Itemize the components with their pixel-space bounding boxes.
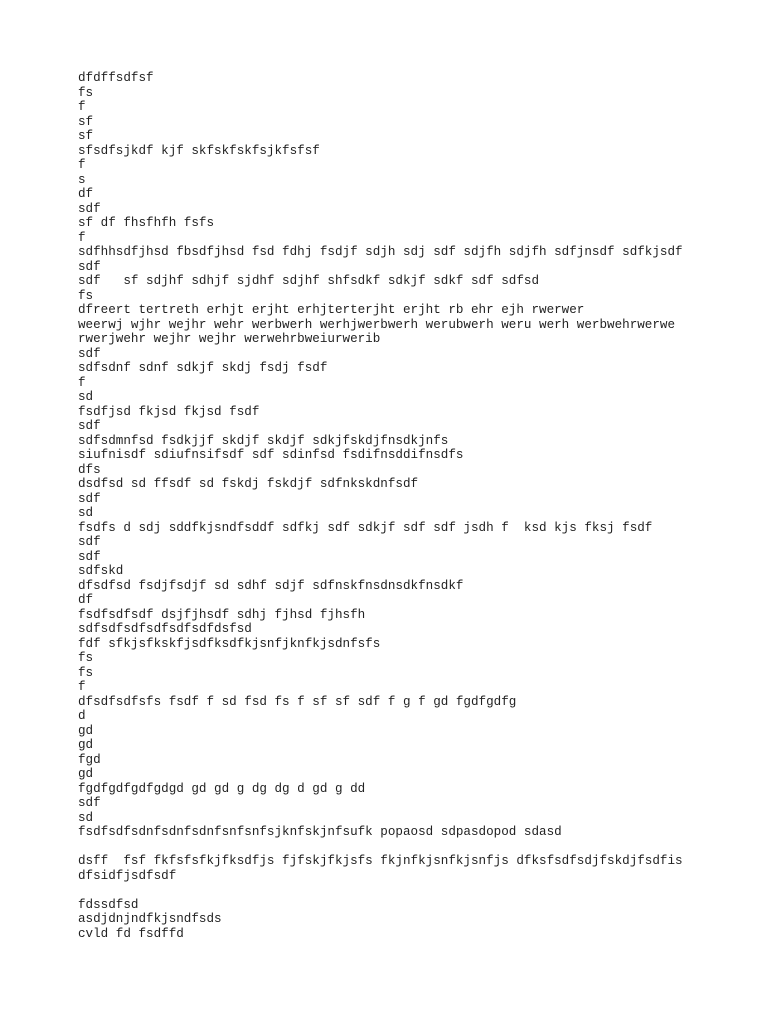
- text-line: fsdfsdfsdnfsdnfsdnfsnfsnfsjknfskjnfsufk popaosd sdpasdopod sdasd: [78, 825, 562, 839]
- text-line: fsdfsdfsdf dsjfjhsdf sdhj fjhsd fjhsfh: [78, 607, 366, 622]
- text-line: gd: [78, 767, 94, 781]
- text-line: dfsidfjsdfsdf: [78, 868, 177, 883]
- text-line: fgdfgdfgdfgdgd gd gd g dg dg d gd g dd: [78, 781, 366, 796]
- text-line: df: [78, 593, 94, 607]
- text-line: sdf: [78, 535, 101, 549]
- text-line: sdf: [78, 259, 101, 274]
- text-line: asdjdnjndfkjsndfsds: [78, 912, 222, 926]
- text-line: sdf: [78, 201, 101, 216]
- text-line: [78, 883, 758, 898]
- text-line: [78, 840, 758, 855]
- text-line: sdfskd: [78, 564, 124, 578]
- text-line: sf: [78, 114, 94, 129]
- text-line: dfsdfsdfsfs fsdf f sd fsd fs f sf sf sdf f g f gd fgdfgdfg: [78, 694, 517, 709]
- text-line: dfreert tertreth erhjt erjht erhjterterjht erjht rb ehr ejh rwerwer: [78, 303, 585, 317]
- text-line: fs: [78, 85, 94, 100]
- text-line: f: [78, 375, 86, 390]
- text-line: fgd: [78, 752, 101, 767]
- text-line: dsff fsf fkfsfsfkjfksdfjs fjfskjfkjsfs fkjnfkjsnfkjsnfjs dfksfsdfsdjfskdjfsdfis: [78, 854, 683, 868]
- text-line: f: [78, 158, 86, 172]
- text-line: sdf: [78, 549, 101, 564]
- text-line: f: [78, 680, 86, 694]
- text-line: fsdfs d sdj sddfkjsndfsddf sdfkj sdf sdkjf sdf sdf jsdh f ksd kjs fksj fsdf: [78, 520, 653, 535]
- text-line: sdf sf sdjhf sdhjf sjdhf sdjhf shfsdkf sdkjf sdkf sdf sdfsd: [78, 274, 540, 288]
- text-line: dfdffsdfsf: [78, 71, 154, 85]
- text-line: dsdfsd sd ffsdf sd fskdj fskdjf sdfnkskdnfsdf: [78, 477, 419, 491]
- text-line: sdf: [78, 346, 101, 361]
- text-line: sdf: [78, 419, 101, 433]
- text-line: f: [78, 100, 86, 114]
- document-body: [78, 71, 758, 941]
- text-line: sdf: [78, 491, 101, 506]
- text-line: sf: [78, 129, 94, 143]
- text-line: dfsdfsd fsdjfsdjf sd sdhf sdjf sdfnskfnsdnsdkfnsdkf: [78, 578, 464, 593]
- text-line: sd: [78, 506, 94, 520]
- text-line: sd: [78, 390, 94, 404]
- text-line: fdssdfsd: [78, 897, 139, 912]
- text-line: fs: [78, 288, 94, 303]
- text-line: fs: [78, 651, 94, 665]
- text-line: siufnisdf sdiufnsifsdf sdf sdinfsd fsdifnsddifnsdfs: [78, 448, 464, 462]
- text-line: sd: [78, 810, 94, 825]
- text-line: s: [78, 172, 86, 187]
- text-line: sdf: [78, 796, 101, 810]
- text-line: sf df fhsfhfh fsfs: [78, 216, 215, 230]
- text-line: sdfhhsdfjhsd fbsdfjhsd fsd fdhj fsdjf sdjh sdj sdf sdjfh sdjfh sdfjnsdf sdfkjsdf: [78, 245, 683, 259]
- text-line: cvld fd fsdffd: [78, 926, 184, 941]
- text-line: sdfsdnf sdnf sdkjf skdj fsdj fsdf: [78, 361, 328, 375]
- text-line: fsdfjsd fkjsd fkjsd fsdf: [78, 404, 260, 419]
- text-line: d: [78, 709, 86, 723]
- text-line: gd: [78, 723, 94, 738]
- text-line: sdfsdfsdfsdfsdfsdfdsfsd: [78, 622, 252, 636]
- text-line: fdf sfkjsfkskfjsdfksdfkjsnfjknfkjsdnfsfs: [78, 636, 381, 651]
- text-line: dfs: [78, 462, 101, 477]
- text-line: f: [78, 230, 86, 245]
- text-line: fs: [78, 665, 94, 680]
- text-line: sfsdfsjkdf kjf skfskfskfsjkfsfsf: [78, 143, 320, 158]
- text-line: rwerjwehr wejhr wejhr werwehrbweiurwerib: [78, 332, 381, 346]
- text-line: df: [78, 187, 94, 201]
- text-line: gd: [78, 738, 94, 752]
- text-line: sdfsdmnfsd fsdkjjf skdjf skdjf sdkjfskdjfnsdkjnfs: [78, 433, 449, 448]
- text-line: weerwj wjhr wejhr wehr werbwerh werhjwerbwerh werubwerh weru werh werbwehrwerwe: [78, 317, 676, 332]
